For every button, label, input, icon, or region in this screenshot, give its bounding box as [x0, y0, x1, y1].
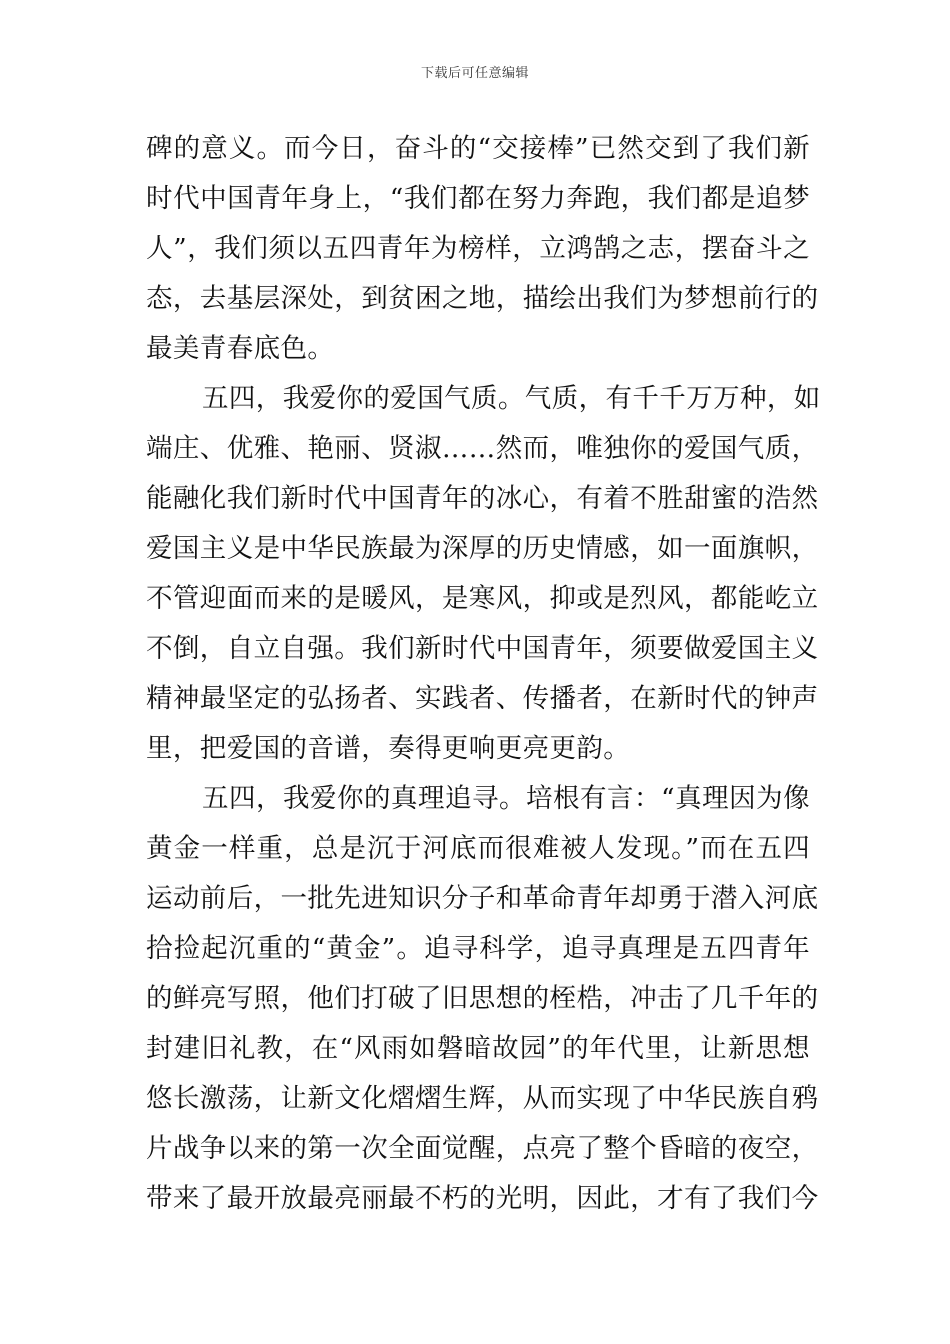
- text-line: 能融化我们新时代中国青年的冰心，有着不胜甜蜜的浩然: [146, 483, 819, 514]
- text-line: 的鲜亮写照，他们打破了旧思想的桎梏，冲击了几千年的: [146, 983, 819, 1014]
- text-line: 爱国主义是中华民族最为深厚的历史情感，如一面旗帜，: [146, 533, 819, 564]
- page-header: 下载后可任意编辑: [420, 66, 529, 81]
- text-line: 不管迎面而来的是暖风，是寒风，抑或是烈风，都能屹立: [146, 583, 819, 614]
- text-line: 时代中国青年身上，“我们都在努力奔跑，我们都是追梦: [146, 183, 810, 214]
- text-line: 端庄、优雅、艳丽、贤淑……然而，唯独你的爱国气质，: [146, 433, 819, 464]
- text-line: 里，把爱国的音谱，奏得更响更亮更韵。: [146, 733, 631, 764]
- text-line: 不倒，自立自强。我们新时代中国青年，须要做爱国主义: [146, 633, 819, 664]
- text-line: 拾捡起沉重的“黄金”。追寻科学，追寻真理是五四青年: [146, 933, 810, 964]
- text-line: 碑的意义。而今日，奋斗的“交接棒”已然交到了我们新: [146, 133, 810, 164]
- body-text: [146, 124, 821, 1224]
- text-line: 带来了最开放最亮丽最不朽的光明，因此，才有了我们今: [146, 1183, 819, 1214]
- text-line: 悠长激荡，让新文化熠熠生辉，从而实现了中华民族自鸦: [146, 1083, 819, 1114]
- text-line: 黄金一样重，总是沉于河底而很难被人发现。”而在五四: [146, 833, 810, 864]
- paragraph-first-line: 五四，我爱你的真理追寻。培根有言：“真理因为像: [202, 783, 810, 814]
- paragraph-first-line: 五四，我爱你的爱国气质。气质，有千千万万种，如: [202, 383, 821, 414]
- text-line: 最美青春底色。: [146, 333, 335, 364]
- text-line: 人”，我们须以五四青年为榜样，立鸿鹄之志，摆奋斗之: [146, 233, 810, 264]
- text-line: 精神最坚定的弘扬者、实践者、传播者，在新时代的钟声: [146, 683, 819, 714]
- text-line: 运动前后，一批先进知识分子和革命青年却勇于潜入河底: [146, 883, 819, 914]
- text-line: 片战争以来的第一次全面觉醒，点亮了整个昏暗的夜空，: [146, 1133, 819, 1164]
- text-line: 态，去基层深处，到贫困之地，描绘出我们为梦想前行的: [146, 283, 819, 314]
- text-line: 封建旧礼教，在“风雨如磐暗故园”的年代里，让新思想: [146, 1033, 810, 1064]
